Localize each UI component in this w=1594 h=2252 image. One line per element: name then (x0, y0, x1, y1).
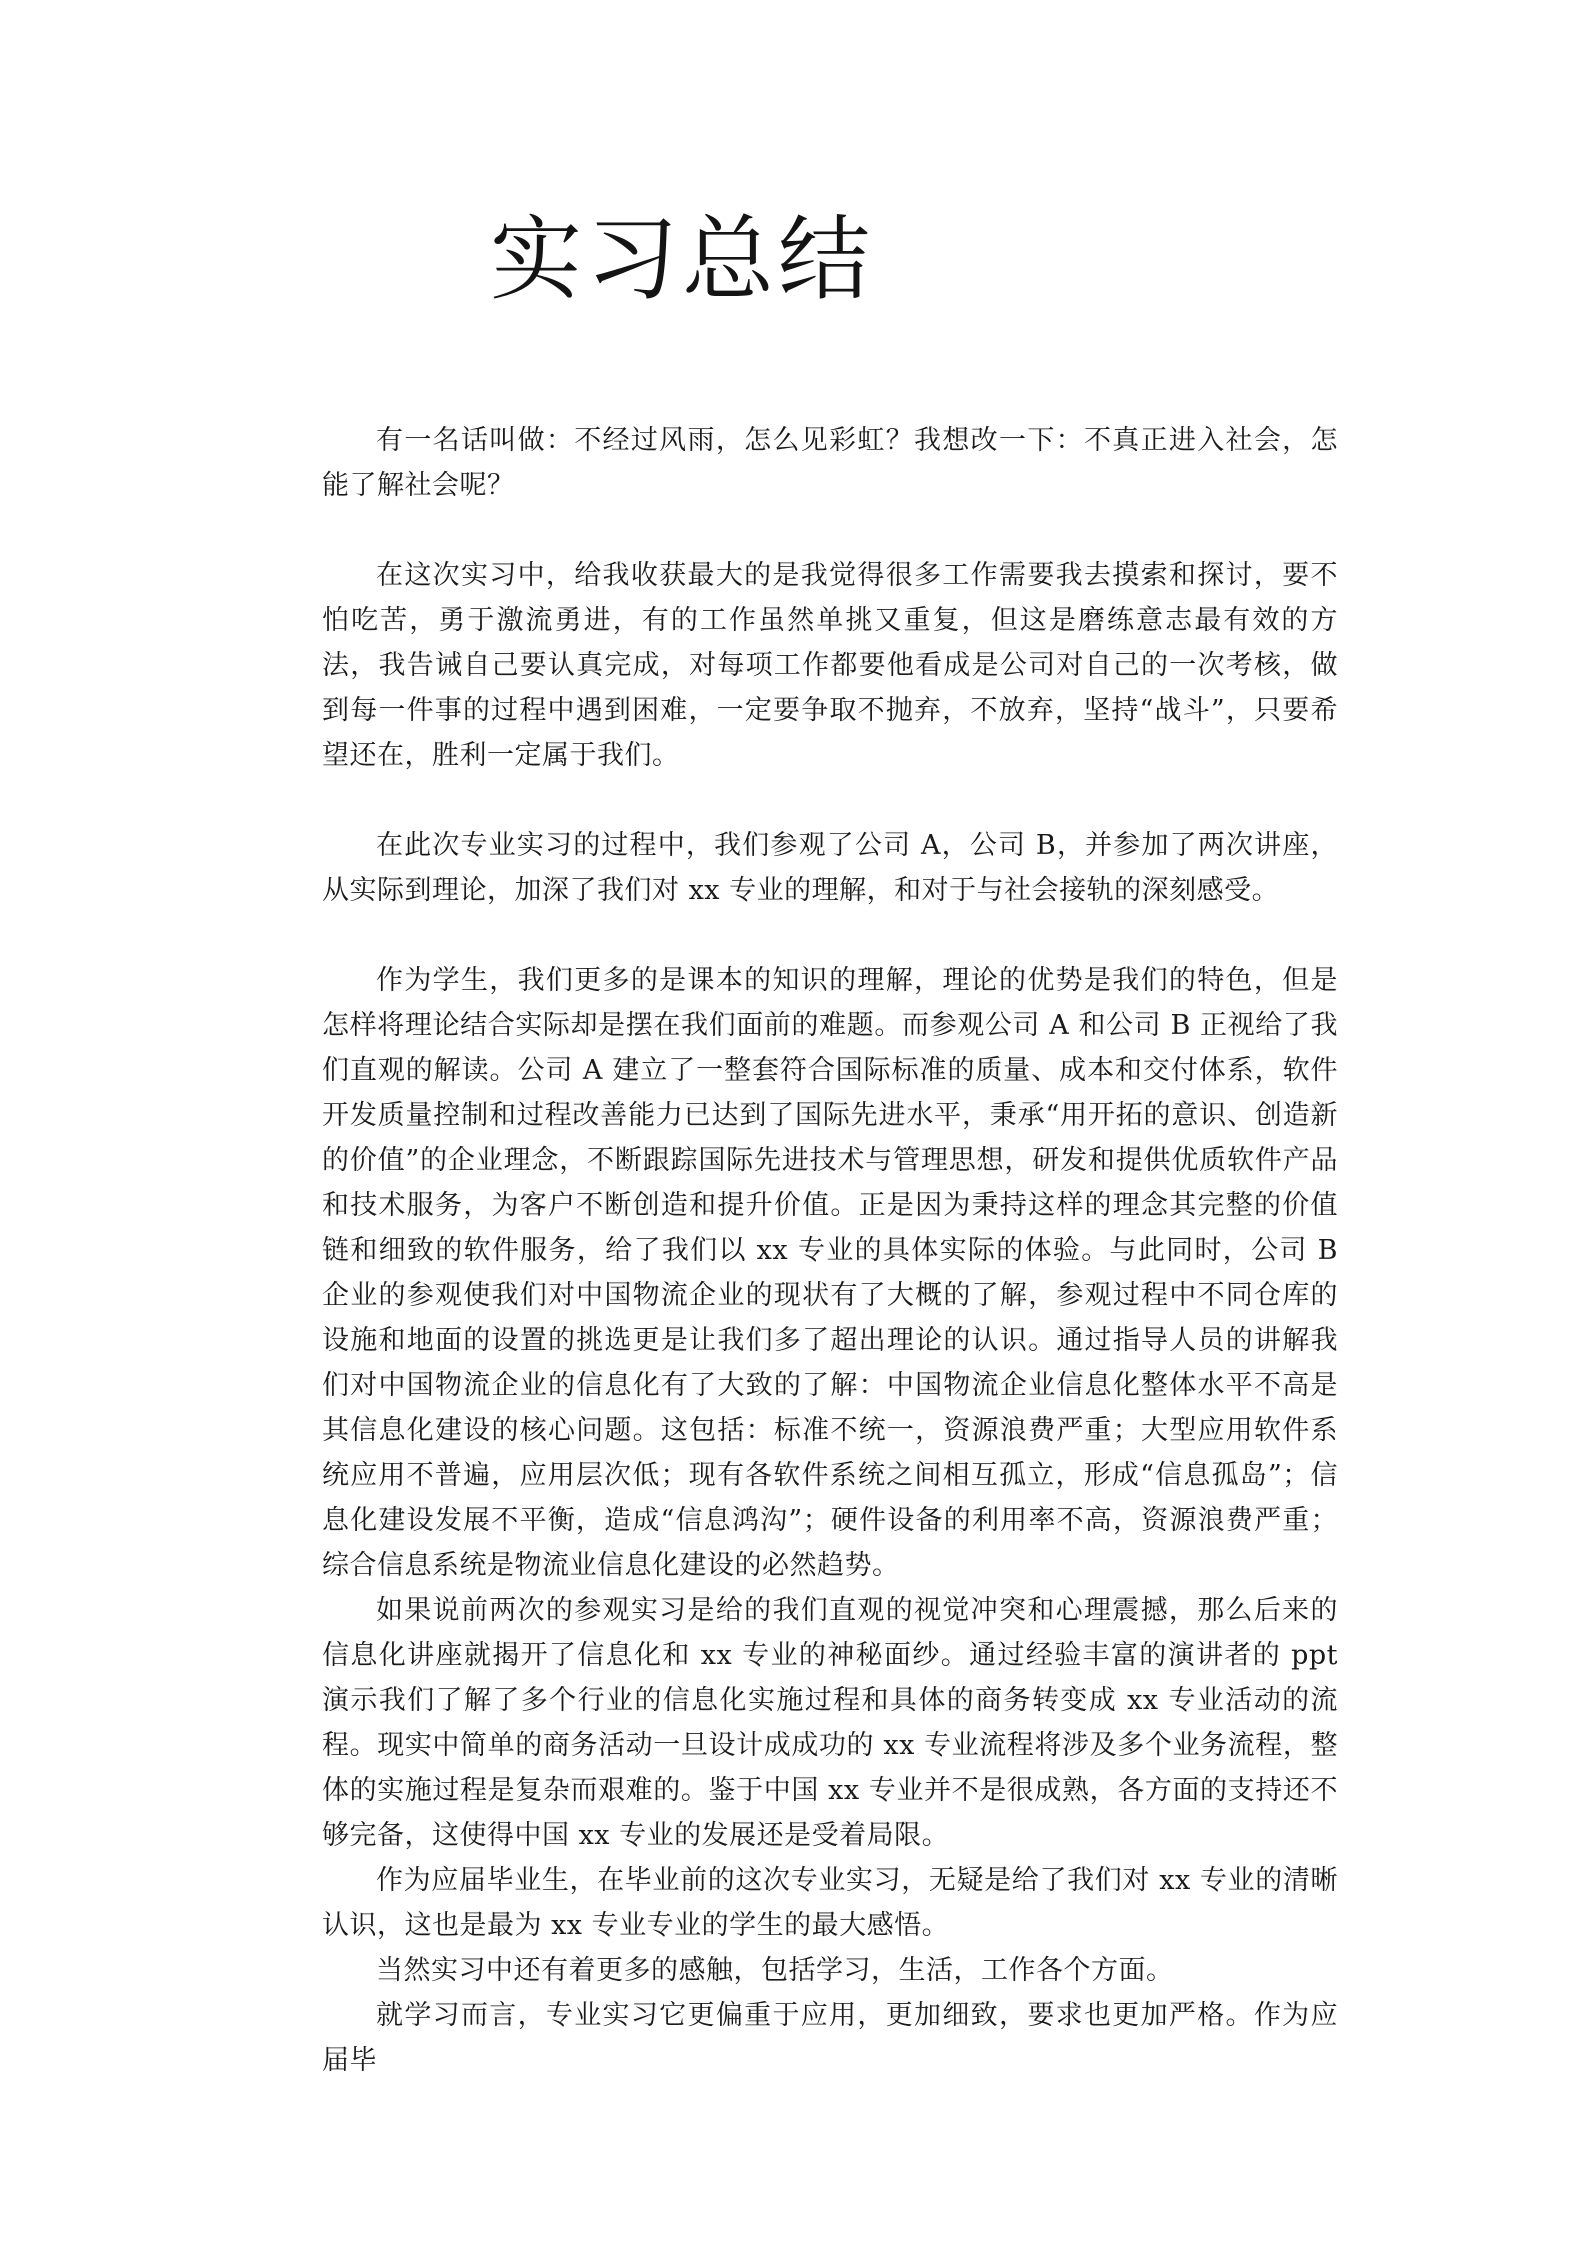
page-title: 实习总结 (490, 206, 875, 313)
paragraph-study: 就学习而言，专业实习它更偏重于应用，更加细致，要求也更加严格。作为应届毕 (322, 2000, 1338, 2076)
paragraph-graduate-insight: 作为应届毕业生，在毕业前的这次专业实习，无疑是给了我们对 xx 专业的清晰认识，这也是最为 xx 专业专业的学生的最大感悟。 (322, 1865, 1338, 1941)
paragraph-company-visits: 作为学生，我们更多的是课本的知识的理解，理论的优势是我们的特色，但是怎样将理论结合实际却是摆在我们面前的难题。而参观公司 A 和公司 B 正视给了我们直观的解读。公司 A 建立了一整套符合国际标准的质量、成本和交付体系，软件开发质量控制和过程改善能力已达到了国际先进水平，秉承“用开拓的意识、创造新的价值”的企业理念，不断跟踪国际先进技术与管理思想，研发和提供优质软件产品和技术服务，为客户不断创造和提升价值。正是因为秉持这样的理念其完整的价值链和细致的软件服务，给了我们以 xx 专业的具体实际的体验。与此同时，公司 B 企业的参观使我们对中国物流企业的现状有了大概的了解，参观过程中不同仓库的设施和地面的设置的挑选更是让我们多了超出理论的认识。通过指导人员的讲解我们对中国物流企业的信息化有了大致的了解：中国物流企业信息化整体水平不高是其信息化建设的核心问题。这包括：标准不统一，资源浪费严重；大型应用软件系统应用不普遍，应用层次低；现有各软件系统之间相互孤立，形成“信息孤岛”；信息化建设发展不平衡，造成“信息鸿沟”；硬件设备的利用率不高，资源浪费严重；综合信息系统是物流业信息化建设的必然趋势。 (322, 965, 1338, 1581)
paragraph-intro: 有一名话叫做：不经过风雨，怎么见彩虹？我想改一下：不真正进入社会，怎能了解社会呢？ (322, 425, 1338, 501)
paragraph-visits-overview: 在此次专业实习的过程中，我们参观了公司 A，公司 B，并参加了两次讲座，从实际到理论，加深了我们对 xx 专业的理解，和对于与社会接轨的深刻感受。 (322, 830, 1338, 906)
paragraph-internship-gains: 在这次实习中，给我收获最大的是我觉得很多工作需要我去摸索和探讨，要不怕吃苦，勇于激流勇进，有的工作虽然单挑又重复，但这是磨练意志最有效的方法，我告诫自己要认真完成，对每项工作都要他看成是公司对自己的一次考核，做到每一件事的过程中遇到困难，一定要争取不抛弃，不放弃，坚持“战斗”，只要希望还在，胜利一定属于我们。 (322, 560, 1338, 771)
paragraph-lectures: 如果说前两次的参观实习是给的我们直观的视觉冲突和心理震撼，那么后来的信息化讲座就揭开了信息化和 xx 专业的神秘面纱。通过经验丰富的演讲者的 ppt 演示我们了解了多个行业的信息化实施过程和具体的商务转变成 xx 专业活动的流程。现实中简单的商务活动一旦设计成成功的 xx 专业流程将涉及多个业务流程，整体的实施过程是复杂而艰难的。鉴于中国 xx 专业并不是很成熟，各方面的支持还不够完备，这使得中国 xx 专业的发展还是受着局限。 (322, 1595, 1338, 1851)
document-body (322, 418, 1338, 2083)
paragraph-feelings: 当然实习中还有着更多的感触，包括学习，生活，工作各个方面。 (376, 1955, 1174, 1986)
